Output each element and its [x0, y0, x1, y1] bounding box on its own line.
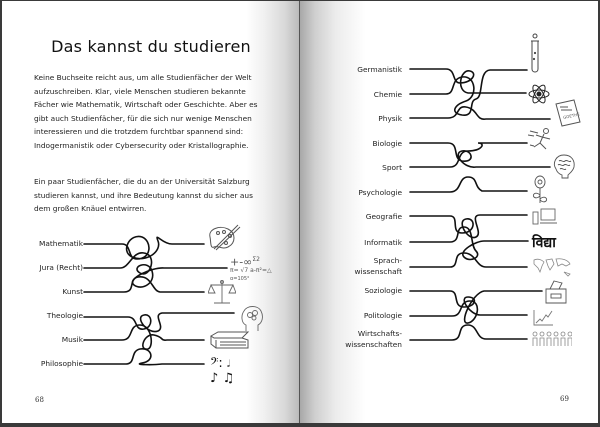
book-icon: [208, 330, 252, 352]
math-formulas-icon: +-∞$^{\Sigma 2}$ π= √7 a-π²=△ α=105°: [230, 255, 272, 282]
tangle-line: [410, 325, 527, 340]
tangle-line: [84, 277, 204, 292]
subject-label-informatik: Informatik: [364, 238, 402, 247]
tangle-line: [410, 215, 527, 238]
tangle-line: [84, 253, 227, 287]
subject-label-psychologie: Psychologie: [358, 188, 402, 197]
subject-label-sprachwissenschaft: Sprach- wissenschaft: [354, 256, 402, 276]
subject-label-physik: Physik: [378, 114, 402, 123]
instruction-paragraph: Ein paar Studienfächer, die du an der Universität Salzburg studieren kannst, und ihre Bedeutung kannst du sicher aus dem großen Knäuel entwirren.: [34, 177, 253, 214]
test-tube-icon: [528, 33, 542, 75]
tangle-line: [410, 69, 526, 93]
left-page: [2, 1, 300, 423]
page-number: 69: [560, 395, 569, 403]
goethe-book-icon: [554, 98, 582, 128]
tangle-line: [410, 143, 527, 167]
vidya-script-icon: विद्या: [532, 235, 556, 251]
subject-label-politologie: Politologie: [363, 311, 402, 320]
subject-label-jura: Jura (Recht): [39, 263, 83, 272]
page-number: 68: [35, 396, 44, 404]
world-map-icon: [532, 256, 572, 278]
intro-paragraph: Keine Buchseite reicht aus, um alle Studienfächer der Welt aufzuschreiben. Klar, viele Menschen studieren bekannte Fächer wie Mathematik, Wirtschaft oder Geschichte. Aber es gibt auch Studienfächer, für die sich nur wenige Menschen interessieren und die trotzdem furchtbar spannend sind: Indogermanistik oder Cybersecurity oder Kristallographie.: [34, 73, 258, 150]
flower-icon: [530, 175, 550, 205]
subject-label-sport: Sport: [382, 163, 402, 172]
music-notes-icon: 𝄢: 𝅗𝅥 ♪ ♫: [210, 356, 235, 386]
palette-icon: [206, 223, 242, 255]
people-group-icon: [532, 331, 572, 347]
rising-chart-icon: [532, 309, 554, 327]
running-person-icon: [528, 127, 554, 155]
scales-of-justice-icon: [208, 279, 236, 305]
tangle-line: [84, 236, 204, 259]
tangle-left: [2, 1, 300, 423]
subject-label-philosophie: Philosophie: [40, 359, 83, 368]
subject-label-chemie: Chemie: [373, 90, 402, 99]
tangle-line: [84, 349, 204, 365]
page-title: Das kannst du studieren: [51, 37, 251, 56]
subject-label-theologie: Theologie: [46, 311, 83, 320]
book-spread: [2, 1, 598, 423]
subject-label-biologie: Biologie: [372, 139, 402, 148]
subject-label-mathematik: Mathematik: [39, 239, 83, 248]
tangle-line: [410, 291, 542, 323]
subject-label-geografie: Geografie: [365, 212, 402, 221]
tangle-line: [410, 291, 527, 315]
tangle-line: [84, 313, 234, 332]
subject-label-soziologie: Soziologie: [364, 286, 402, 295]
computer-icon: [532, 208, 558, 226]
tangle-line: [410, 107, 550, 119]
subject-label-germanistik: Germanistik: [357, 65, 402, 74]
svg-text:GOETHE: GOETHE: [562, 111, 581, 120]
right-page: [300, 1, 598, 423]
subject-label-musik: Musik: [61, 335, 83, 344]
brain-head-icon: [552, 153, 576, 179]
atom-icon: [528, 83, 550, 105]
subject-label-kunst: Kunst: [62, 287, 83, 296]
ballot-box-icon: [544, 279, 568, 305]
head-with-gears-icon: [240, 303, 264, 333]
subject-label-wirtschaftswissenschaften: Wirtschafts- wissenschaften: [345, 329, 402, 349]
tangle-line: [410, 177, 527, 192]
